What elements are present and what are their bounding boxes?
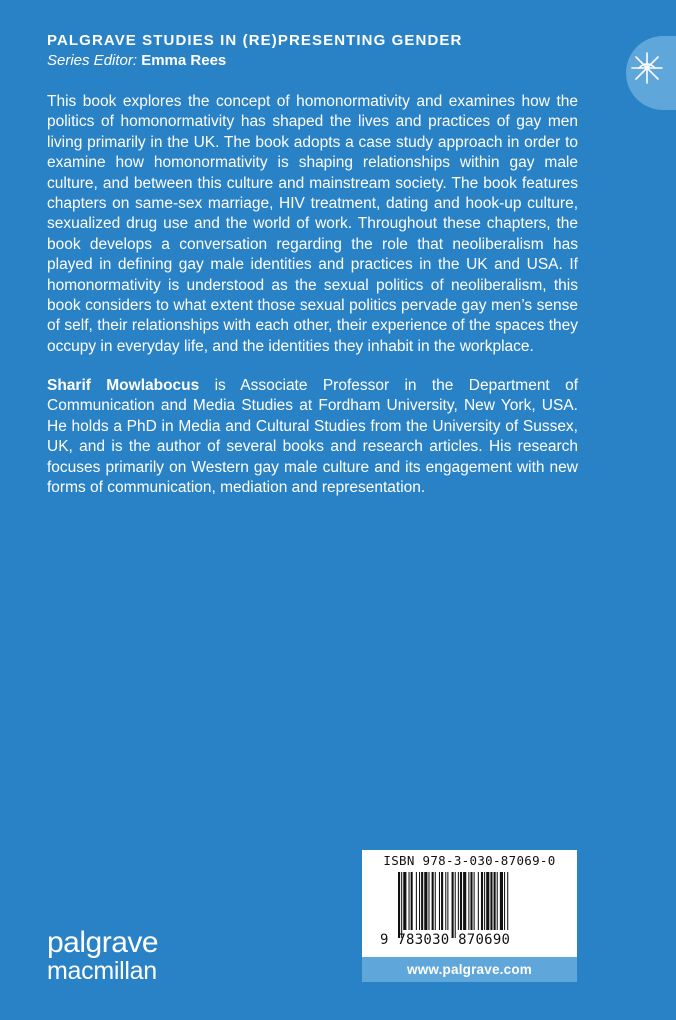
website-strip <box>362 957 577 982</box>
website-url: www.palgrave.com <box>407 962 532 977</box>
publisher-logo-line2: macmillan <box>47 957 157 985</box>
barcode-digits: 9 783030 870690 <box>380 932 511 948</box>
palgrave-star-icon <box>629 50 665 86</box>
book-description: This book explores the concept of homonormativity and examines how the politics of homonormativity has shaped the lives and practices of gay men living primarily in the UK. The book adopts a case study approach in order to examine how homonormativity is shaping relationships within gay male culture, and between this culture and mainstream society. The book features chapters on same-sex marriage, HIV treatment, dating and hook-up culture, sexualized drug use and the world of work. Throughout these chapters, the book develops a conversation regarding the role that neoliberalism has played in defining gay male identities and practices in the UK and USA. If homonormativity is understood as the sexual politics of neoliberalism, this book considers to what extent those sexual politics pervade gay men’s sense of self, their relationships with each other, their experience of the spaces they occupy in everyday life, and the identities they inhabit in the workplace. <box>47 93 578 355</box>
series-title: PALGRAVE STUDIES IN (RE)PRESENTING GENDER <box>47 32 463 49</box>
barcode-bars <box>398 872 548 938</box>
author-bio <box>47 376 578 498</box>
publisher-logo-line1: palgrave <box>47 926 159 959</box>
author-name: Sharif Mowlabocus <box>47 377 200 394</box>
series-editor-name: Emma Rees <box>141 52 227 69</box>
series-editor <box>47 52 226 69</box>
author-bio-text: is Associate Professor in the Department of Communication and Media Studies at Fordham University, New York, USA. He holds a PhD in Media and Cultural Studies from the University of Sussex, UK, and is the author of several books and research articles. His research focuses primarily on Western gay male culture and its engagement with new forms of communication, mediation and representation. <box>47 377 579 497</box>
palgrave-logo-tab <box>626 36 676 110</box>
publisher-logo <box>47 928 158 984</box>
series-editor-label: Series Editor: <box>47 52 138 69</box>
isbn-barcode <box>362 850 577 957</box>
isbn-label: ISBN 978-3-030-87069-0 <box>383 853 556 868</box>
